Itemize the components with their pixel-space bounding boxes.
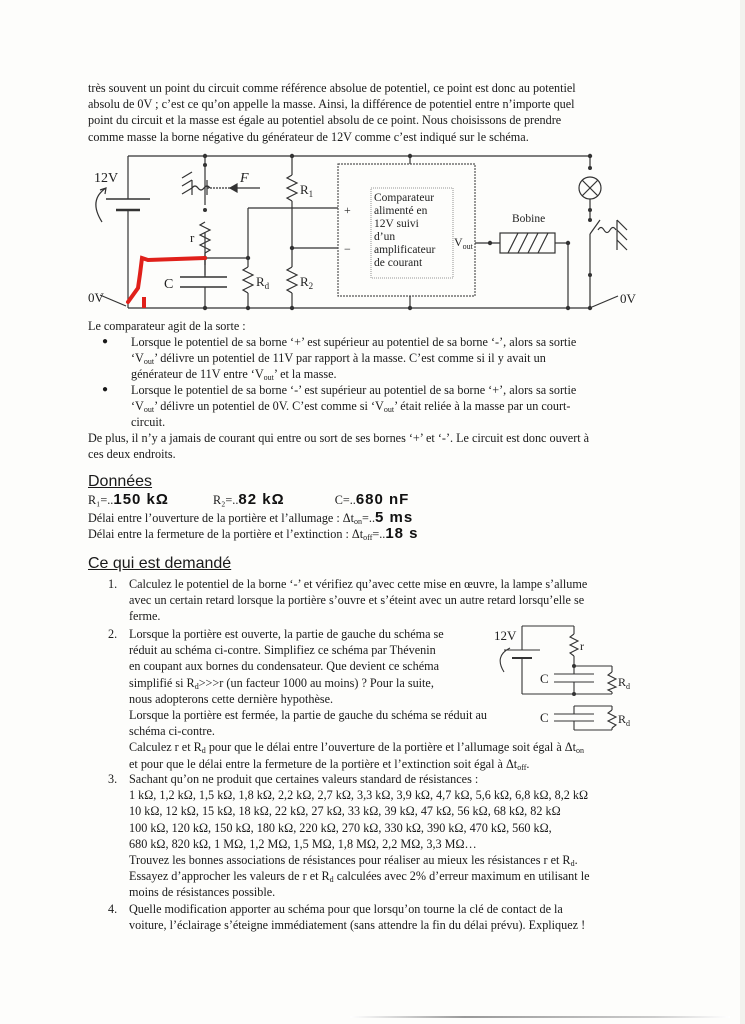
door-switch [590,220,600,234]
force-label: F [240,171,249,186]
intro-paragraph [88,80,650,145]
resistor-values-line: 100 kΩ, 120 kΩ, 150 kΩ, 180 kΩ, 220 kΩ, 270 kΩ, 330 kΩ, 390 kΩ, 470 kΩ, 560 kΩ, [129,820,552,835]
comparator-label: amplificateur [374,244,436,256]
section-title-donnees: Données [88,473,153,490]
ton-line: Délai entre l’ouverture de la portière et l’allumage : $\Delta t_{on}=..5$ ms [88,509,414,526]
toff-line: Délai entre la fermeture de la portière et l’extinction : $\Delta t_{off}=..18$ s [88,525,419,542]
source-label: 12V [94,171,119,186]
bullet-item-1: Lorsque le potentiel de sa borne ‘+’ est supérieur au potentiel de sa borne ‘-’, alors sa sortie ‘$V_{out}$’ délivre un potentiel de 11V par rapport à la masse. C’est comme si il y avait un générateur de 11V entre ‘$V_{out}$’ et la masse. [131,334,650,383]
ground-arrow-left [100,295,126,306]
mini2-rd-label: $R_d$ [618,712,631,728]
mini2-resistor-rd [608,710,616,728]
mini-c-label: C [540,671,549,686]
section-title-demande: Ce qui est demandé [88,555,232,572]
toff-value: 18 s [385,525,419,542]
question-number: 1. [108,577,118,591]
comparator-label: alimenté en [374,205,428,217]
plus-terminal: + [344,203,351,217]
comparator-intro: Le comparateur agit de la sorte : [88,319,246,333]
bullet-line: ‘$V_{out}$’ délivre un potentiel de 11V par rapport à la masse. C’est comme si il y avait un [131,351,546,367]
voltage-arrow [96,188,106,222]
r1-value: 150 kΩ [113,491,169,508]
r2-value: 82 kΩ [238,491,285,508]
c-prefix: C=.. [334,493,356,507]
mini-source-label: 12V [494,628,517,643]
coil-label: Bobine [512,213,546,225]
ground-right-label: 0V [620,291,636,306]
resistor-values-line: 1 kΩ, 1,2 kΩ, 1,5 kΩ, 1,8 kΩ, 2,2 kΩ, 2,7 kΩ, 3,3 kΩ, 3,9 kΩ, 4,7 kΩ, 5,6 kΩ, 6,8 kΩ, 8,2 kΩ [129,788,589,803]
intro-line: point du circuit et la masse est égale au potentiel absolu de ce point. Nous choisissons de prendre [88,113,562,128]
scan-edge [740,0,745,1024]
question-2: Lorsque la portière est ouverte, la partie de gauche du schéma se réduit au schéma ci-contre. Simplifiez ce schéma par Thévenin en coupant aux bornes du condensateur. Que devient ce schéma simplifié si $R_d>>>r$ (un facteur 1000 au moins) ? Pour la suite, nous adopterons cette dernière hypothèse. Lorsque la portière est fermée, la partie de gauche du schéma se réduit au schéma ci-contre. Calculez r et $R_d$ pour que le délai entre l’ouverture de la portière et l’allumage soit égal à $\Delta t_{on}$ et pour que le délai entre la fermeture de la portière et l’extinction soit égal à $\Delta t_{off}$. [129,627,585,772]
comparator-label: 12V suivi [374,218,419,230]
question-number: 3. [108,772,118,786]
donnees-values [88,492,588,508]
r2-prefix: R₂=.. [213,493,239,507]
ton-value: 5 ms [375,509,414,526]
question-4: Quelle modification apporter au schéma pour que lorsqu’on tourne la clé de contact de la voiture, l’éclairage s’éteigne immédiatement (sans attendre la fin du délai prévu). Expliquez ! [129,902,586,933]
question-number: 2. [108,627,118,641]
circuit-schematic [80,150,670,320]
scan-bottom-edge [350,1016,730,1018]
question-1: Calculez le potentiel de la borne ‘-’ et vérifiez qu’avec cette mise en œuvre, la lampe s’allume avec un certain retard lorsque la portière s’ouvre et s’éteint avec un autre retard lorsqu’elle se ferme. [129,577,588,624]
resistor-r2 [287,267,297,293]
resistor-r1 [287,175,297,201]
comparator-label: d’un [374,231,396,243]
ground-left-label: 0V [88,290,104,305]
bullet-line: générateur de 11V entre ‘$V_{out}$’ et la masse. [131,367,337,383]
r1-prefix: R₁=.. [88,493,114,507]
bullet: ● [102,384,109,395]
c-label: C [164,277,174,292]
r-label: r [190,230,195,245]
mini-resistor-rd [608,672,616,692]
resistor-values-line: 10 kΩ, 12 kΩ, 15 kΩ, 18 kΩ, 22 kΩ, 27 kΩ, 33 kΩ, 39 kΩ, 47 kΩ, 56 kΩ, 68 kΩ, 82 kΩ [129,804,561,819]
comparator-box [338,164,475,296]
bullet-line: ‘$V_{out}$’ délivre un potentiel de 0V. C’est comme si ‘$V_{out}$’ était reliée à la masse par un court- [131,399,571,415]
rd-label: $R_d$ [256,274,270,291]
intro-line: très souvent un point du circuit comme référence absolue de potentiel, ce point est donc au potentiel [88,81,576,95]
intro-line: absolu de 0V ; c’est ce qu’on appelle la masse. Ainsi, la différence de potentiel entre n’importe quel [88,97,575,112]
c-value: 680 nF [355,491,410,508]
comparator-label: Comparateur [374,192,435,204]
question-3: Sachant qu’on ne produit que certaines valeurs standard de résistances : 1 kΩ, 1,2 kΩ, 1,5 kΩ, 1,8 kΩ, 2,2 kΩ, 2,7 kΩ, 3,3 kΩ, 3,9 kΩ, 4,7 kΩ, 5,6 kΩ, 6,8 kΩ, 8,2 kΩ 10 kΩ, 12 kΩ, 15 kΩ, 18 kΩ, 22 kΩ, 27 kΩ, 33 kΩ, 39 kΩ, 47 kΩ, 56 kΩ, 68 kΩ, 82 kΩ 100 kΩ, 120 kΩ, 150 kΩ, 180 kΩ, 220 kΩ, 270 kΩ, 330 kΩ, 390 kΩ, 470 kΩ, 560 kΩ, 680 kΩ, 820 kΩ, 1 MΩ, 1,2 MΩ, 1,5 MΩ, 1,8 MΩ, 2,2 MΩ, 3,3 MΩ… Trouvez les bonnes associations de résistances pour réaliser au mieux les résistances r et $R_d$. Essayez d’approcher les valeurs de r et $R_d$ calculées avec 2% d’erreur maximum en utilisant le moins de résistances possible. [129,771,669,901]
question-number: 4. [108,902,118,916]
comparator-label: de courant [374,257,423,269]
mini-rd-label: $R_d$ [618,675,631,691]
minus-terminal: − [344,242,351,256]
r1-label: $R_1$ [300,182,314,199]
mini-schematic [490,622,650,734]
mini2-c-label: C [540,710,549,725]
ground-arrow-right [592,296,618,307]
resistor-values-line: 680 kΩ, 820 kΩ, 1 MΩ, 1,2 MΩ, 1,5 MΩ, 1,8 MΩ, 2,2 MΩ, 3,3 MΩ… [129,836,477,851]
mini-r-label: r [580,639,584,653]
comparator-explanation [88,318,650,334]
mini-resistor-r [570,634,578,656]
bullet: ● [102,336,109,347]
vout-label: $V_{out}$ [454,235,473,251]
resistor-rd [243,267,253,293]
comparator-outro: De plus, il n’y a jamais de courant qui entre ou sort de ses bornes ‘+’ et ‘-’. Le circuit est donc ouvert à ces deux endroits. [88,431,590,462]
switch-spring [598,228,616,233]
bullet-item-2: Lorsque le potentiel de sa borne ‘-’ est supérieur au potentiel de sa borne ‘+’, alors sa sortie ‘$V_{out}$’ délivre un potentiel de 0V. C’est comme si ‘$V_{out}$’ était reliée à la masse par un court- circuit. [131,382,650,431]
intro-line: comme masse la borne négative du générateur de 12V comme c’est indiqué sur le schéma. [88,129,529,144]
r2-label: $R_2$ [300,274,314,291]
